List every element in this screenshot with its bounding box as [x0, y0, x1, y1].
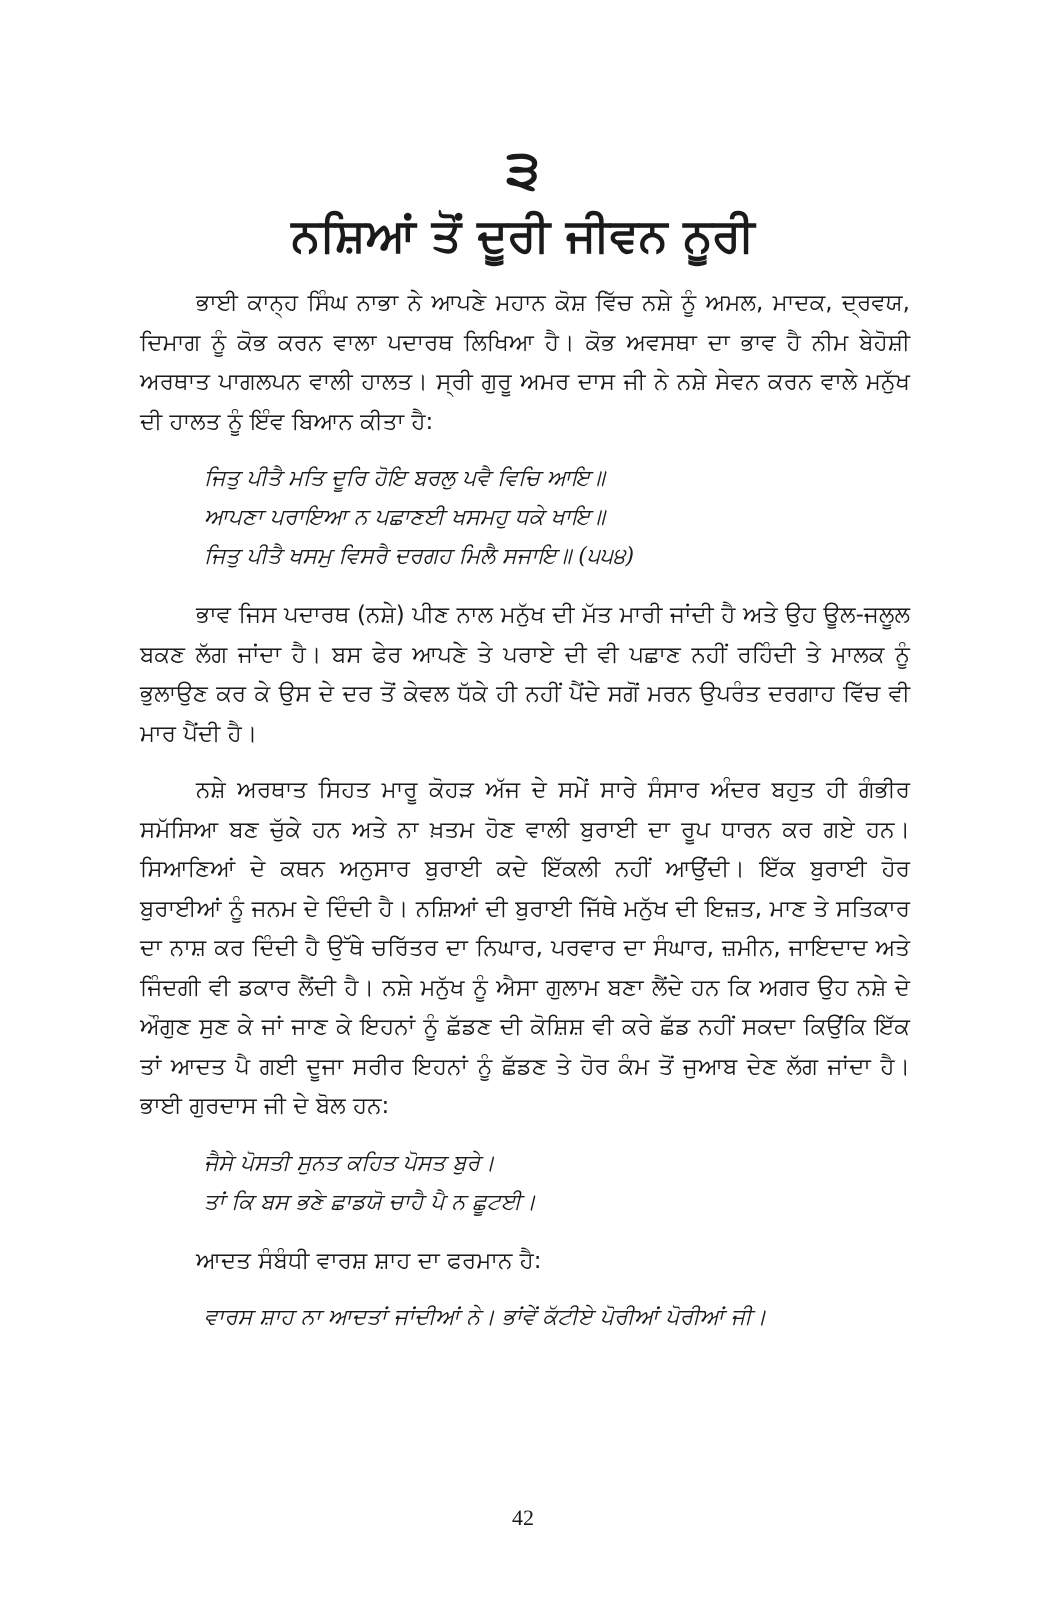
- chapter-number: ੩: [506, 138, 540, 201]
- verse-line: ਜਿਤੁ ਪੀਤੈ ਮਤਿ ਦੂਰਿ ਹੋਇ ਬਰਲੁ ਪਵੈ ਵਿਚਿ ਆਇ॥: [204, 466, 605, 491]
- chapter-title: ਨਸ਼ਿਆਂ ਤੋਂ ਦੂਰੀ ਜੀਵਨ ਨੂਰੀ: [291, 208, 755, 262]
- verse-line: ਵਾਰਸ ਸ਼ਾਹ ਨਾ ਆਦਤਾਂ ਜਾਂਦੀਆਂ ਨੇ। ਭਾਂਵੇਂ ਕੱਟੀਏ ਪੋਰੀਆਂ ਪੋਰੀਆਂ ਜੀ।: [204, 1305, 767, 1330]
- page-number: 42: [512, 1505, 534, 1530]
- verse-block-2: [140, 1144, 910, 1222]
- verse-line: ਜਿਤੁ ਪੀਤੈ ਖਸਮੁ ਵਿਸਰੈ ਦਰਗਹ ਮਿਲੈ ਸਜਾਇ॥ (੫੫੪): [204, 544, 635, 569]
- verse-block-3: [140, 1298, 910, 1337]
- paragraph-3: ਨਸ਼ੇ ਅਰਥਾਤ ਸਿਹਤ ਮਾਰੂ ਕੋਹੜ ਅੱਜ ਦੇ ਸਮੇਂ ਸਾਰੇ ਸੰਸਾਰ ਅੰਦਰ ਬਹੁਤ ਹੀ ਗੰਭੀਰ ਸਮੱਸਿਆ ਬਣ ਚੁੱਕੇ ਹਨ ਅਤੇ ਨਾ ਖ਼ਤਮ ਹੋਣ ਵਾਲੀ ਬੁਰਾਈ ਦਾ ਰੂਪ ਧਾਰਨ ਕਰ ਗਏ ਹਨ। ਸਿਆਣਿਆਂ ਦੇ ਕਥਨ ਅਨੁਸਾਰ ਬੁਰਾਈ ਕਦੇ ਇੱਕਲੀ ਨਹੀਂ ਆਉਂਦੀ। ਇੱਕ ਬੁਰਾਈ ਹੋਰ ਬੁਰਾਈਆਂ ਨੂੰ ਜਨਮ ਦੇ ਦਿੰਦੀ ਹੈ। ਨਸ਼ਿਆਂ ਦੀ ਬੁਰਾਈ ਜਿੱਥੇ ਮਨੁੱਖ ਦੀ ਇਜ਼ਤ, ਮਾਣ ਤੇ ਸਤਿਕਾਰ ਦਾ ਨਾਸ਼ ਕਰ ਦਿੰਦੀ ਹੈ ਉੱਥੇ ਚਰਿੱਤਰ ਦਾ ਨਿਘਾਰ, ਪਰਵਾਰ ਦਾ ਸੰਘਾਰ, ਜ਼ਮੀਨ, ਜਾਇਦਾਦ ਅਤੇ ਜਿੰਦਗੀ ਵੀ ਡਕਾਰ ਲੈਂਦੀ ਹੈ। ਨਸ਼ੇ ਮਨੁੱਖ ਨੂੰ ਐਸਾ ਗੁਲਾਮ ਬਣਾ ਲੈਂਦੇ ਹਨ ਕਿ ਅਗਰ ਉਹ ਨਸ਼ੇ ਦੇ ਔਗੁਣ ਸੁਣ ਕੇ ਜਾਂ ਜਾਣ ਕੇ ਇਹਨਾਂ ਨੂੰ ਛੱਡਣ ਦੀ ਕੋਸ਼ਿਸ਼ ਵੀ ਕਰੇ ਛੱਡ ਨਹੀਂ ਸਕਦਾ ਕਿਉਂਕਿ ਇੱਕ ਤਾਂ ਆਦਤ ਪੈ ਗਈ ਦੂਜਾ ਸਰੀਰ ਇਹਨਾਂ ਨੂੰ ਛੱਡਣ ਤੇ ਹੋਰ ਕੰਮ ਤੋਂ ਜੁਆਬ ਦੇਣ ਲੱਗ ਜਾਂਦਾ ਹੈ। ਭਾਈ ਗੁਰਦਾਸ ਜੀ ਦੇ ਬੋਲ ਹਨ:: [140, 777, 910, 1119]
- verse-line: ਤਾਂ ਕਿ ਬਸ ਭਣੇ ਛਾਡਯੋ ਚਾਹੈ ਪੈ ਨ ਛੂਟਈ।: [204, 1189, 537, 1215]
- verse-line: ਆਪਣਾ ਪਰਾਇਆ ਨ ਪਛਾਣਈ ਖਸਮਹੁ ਧਕੇ ਖਾਇ॥: [204, 505, 605, 530]
- verse-line: ਜੈਸੇ ਪੋਸਤੀ ਸੁਨਤ ਕਹਿਤ ਪੋਸਤ ਬੁਰੇ।: [204, 1150, 495, 1176]
- paragraph-1: ਭਾਈ ਕਾਨ੍ਹ ਸਿੰਘ ਨਾਭਾ ਨੇ ਆਪਣੇ ਮਹਾਨ ਕੋਸ਼ ਵਿੱਚ ਨਸ਼ੇ ਨੂੰ ਅਮਲ, ਮਾਦਕ, ਦ੍ਰਵਯ, ਦਿਮਾਗ ਨੂੰ ਕੋਭ ਕਰਨ ਵਾਲਾ ਪਦਾਰਥ ਲਿਖਿਆ ਹੈ। ਕੋਭ ਅਵਸਥਾ ਦਾ ਭਾਵ ਹੈ ਨੀਮ ਬੇਹੋਸ਼ੀ ਅਰਥਾਤ ਪਾਗਲਪਨ ਵਾਲੀ ਹਾਲਤ। ਸ੍ਰੀ ਗੁਰੂ ਅਮਰ ਦਾਸ ਜੀ ਨੇ ਨਸ਼ੇ ਸੇਵਨ ਕਰਨ ਵਾਲੇ ਮਨੁੱਖ ਦੀ ਹਾਲਤ ਨੂੰ ਇੰਵ ਬਿਆਨ ਕੀਤਾ ਹੈ:: [140, 290, 910, 435]
- paragraph-4: ਆਦਤ ਸੰਬੰਧੀ ਵਾਰਸ਼ ਸ਼ਾਹ ਦਾ ਫਰਮਾਨ ਹੈ:: [196, 1247, 542, 1274]
- page-body: [140, 284, 910, 1357]
- paragraph-2: ਭਾਵ ਜਿਸ ਪਦਾਰਥ (ਨਸ਼ੇ) ਪੀਣ ਨਾਲ ਮਨੁੱਖ ਦੀ ਮੱਤ ਮਾਰੀ ਜਾਂਦੀ ਹੈ ਅਤੇ ਉਹ ਊਲ-ਜਲੂਲ ਬਕਣ ਲੱਗ ਜਾਂਦਾ ਹੈ। ਬਸ ਫੇਰ ਆਪਣੇ ਤੇ ਪਰਾਏ ਦੀ ਵੀ ਪਛਾਣ ਨਹੀਂ ਰਹਿੰਦੀ ਤੇ ਮਾਲਕ ਨੂੰ ਭੁਲਾਉਣ ਕਰ ਕੇ ਉਸ ਦੇ ਦਰ ਤੋਂ ਕੇਵਲ ਧੱਕੇ ਹੀ ਨਹੀਂ ਪੈਂਦੇ ਸਗੋਂ ਮਰਨ ਉਪਰੰਤ ਦਰਗਾਹ ਵਿੱਚ ਵੀ ਮਾਰ ਪੈਂਦੀ ਹੈ।: [140, 602, 910, 747]
- verse-block-1: [140, 459, 910, 576]
